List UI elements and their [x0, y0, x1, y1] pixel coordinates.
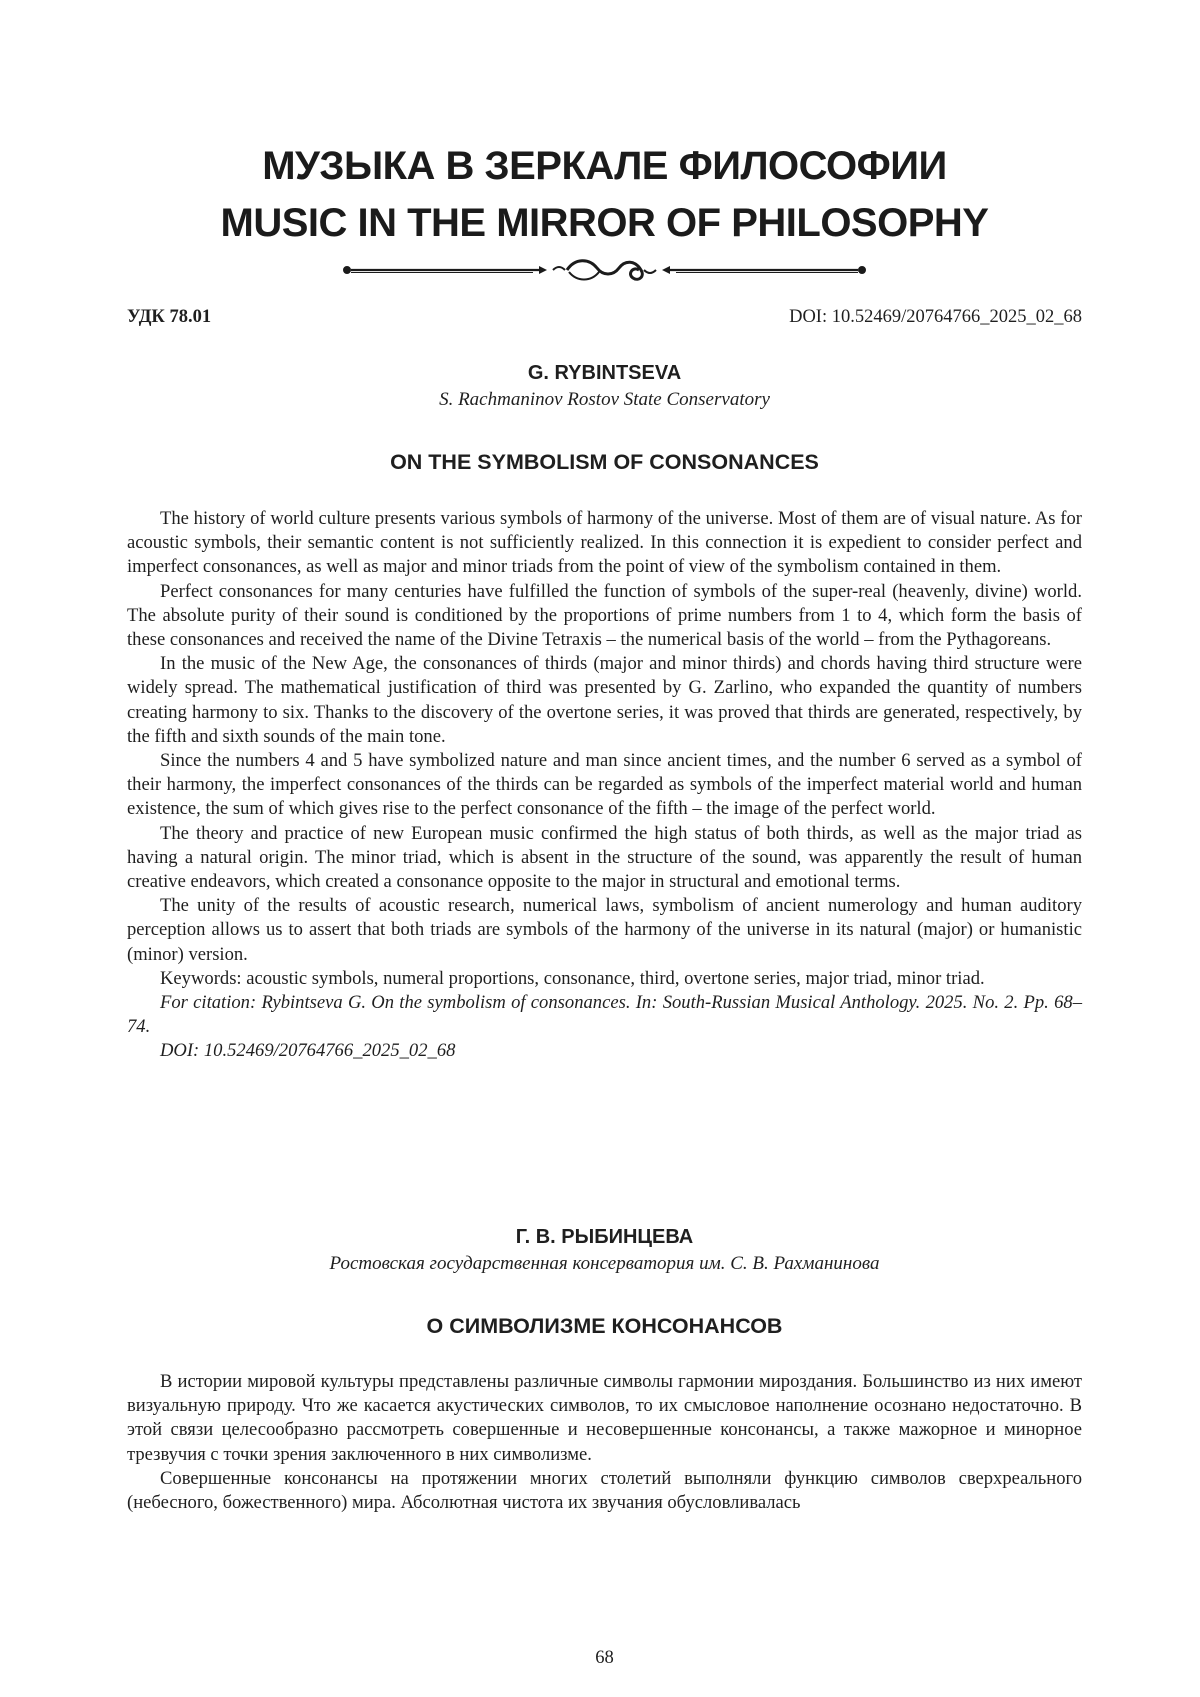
article-title-russian: О СИМВОЛИЗМЕ КОНСОНАНСОВ [426, 1314, 783, 1338]
abstract-paragraph: The unity of the results of acoustic research, numerical laws, symbolism of ancient numerology and human auditory perception allows us to assert that both triads are symbols of the harmony of the universe in its natural (major) or humanistic (minor) version. [127, 895, 1082, 965]
abstract-paragraph: Perfect consonances for many centuries have fulfilled the function of symbols of the super-real (heavenly, divine) world. The absolute purity of their sound is conditioned by the proportions of prime numbers from 1 to 4, which form the basis of these consonances and received the name of the Divine Tetraxis – the numerical basis of the world – from the Pythagoreans. [127, 580, 1082, 651]
author-name-english: G. RYBINTSEVA [527, 362, 682, 384]
abstract-paragraph: В истории мировой культуры представлены различные символы гармонии мироздания. Большинство из них имеют визуальную природу. Что же касается акустических символов, то их смысловое наполнение осознано недостаточно. В этой связи целесообразно рассмотреть совершенные и несовершенные консонансы, а также мажорное и минорное трезвучия с точки зрения заключенного в них символизме. [127, 1371, 1082, 1465]
article-page [127, 0, 1082, 1697]
abstract-paragraph: The theory and practice of new European music confirmed the high status of both thirds, as well as the major triad as having a natural origin. The minor triad, which is absent in the structure of the sound, was apparently the result of human creative endeavors, which created a consonance opposite to the major in structural and emotional terms. [127, 822, 1082, 893]
abstract-paragraph: The history of world culture presents various symbols of harmony of the universe. Most of them are of visual nature. As for acoustic symbols, their semantic content is not sufficiently realized. In this connection it is expedient to consider perfect and imperfect consonances, as well as major and minor triads from the point of view of the symbolism contained in them. [127, 508, 1082, 578]
abstract-paragraph: In the music of the New Age, the consonances of thirds (major and minor thirds) and chords having third structure were widely spread. The mathematical justification of third was presented by G. Zarlino, who expanded the quantity of numbers creating harmony to six. Thanks to the discovery of the overtone series, it was proved that thirds are generated, respectively, by the fifth and sixth sounds of the main tone. [127, 653, 1082, 747]
abstract-paragraph: Совершенные консонансы на протяжении многих столетий выполняли функцию символов сверхреального (небесного, божественного) мира. Абсолютная чистота их звучания обусловливалась [127, 1467, 1082, 1514]
citation: For citation: Rybintseva G. On the symbolism of consonances. In: South-Russian Musical Anthology. 2025. No. 2. Pp. 68–74. [127, 992, 1082, 1038]
abstract-paragraph: Since the numbers 4 and 5 have symbolized nature and man since ancient times, and the number 6 served as a symbol of their harmony, the imperfect consonances of the thirds can be regarded as symbols of the imperfect material world and human existence, the sum of which gives rise to the perfect consonance of the fifth – the image of the perfect world. [127, 750, 1082, 820]
author-name-russian: Г. В. РЫБИНЦЕВА [515, 1226, 694, 1248]
doi-header: DOI: 10.52469/20764766_2025_02_68 [789, 307, 1082, 327]
abstract-english [127, 507, 1082, 1064]
keywords: Keywords: acoustic symbols, numeral proportions, consonance, third, overtone series, major triad, minor triad. [160, 967, 985, 989]
abstract-russian [127, 1370, 1082, 1515]
section-title-russian: МУЗЫКА В ЗЕРКАЛЕ ФИЛОСОФИИ [262, 144, 947, 188]
section-title-english: MUSIC IN THE MIRROR OF PHILOSOPHY [220, 201, 989, 245]
affiliation-russian: Ростовская государственная консерватория им. С. В. Рахманинова [329, 1253, 880, 1274]
udk-code: УДК 78.01 [127, 307, 212, 327]
doi-line: DOI: 10.52469/20764766_2025_02_68 [160, 1040, 456, 1062]
page-number: 68 [595, 1647, 614, 1668]
decorative-ornament-icon [343, 258, 866, 282]
article-title-english: ON THE SYMBOLISM OF CONSONANCES [390, 450, 819, 474]
affiliation-english: S. Rachmaninov Rostov State Conservatory [439, 389, 770, 410]
